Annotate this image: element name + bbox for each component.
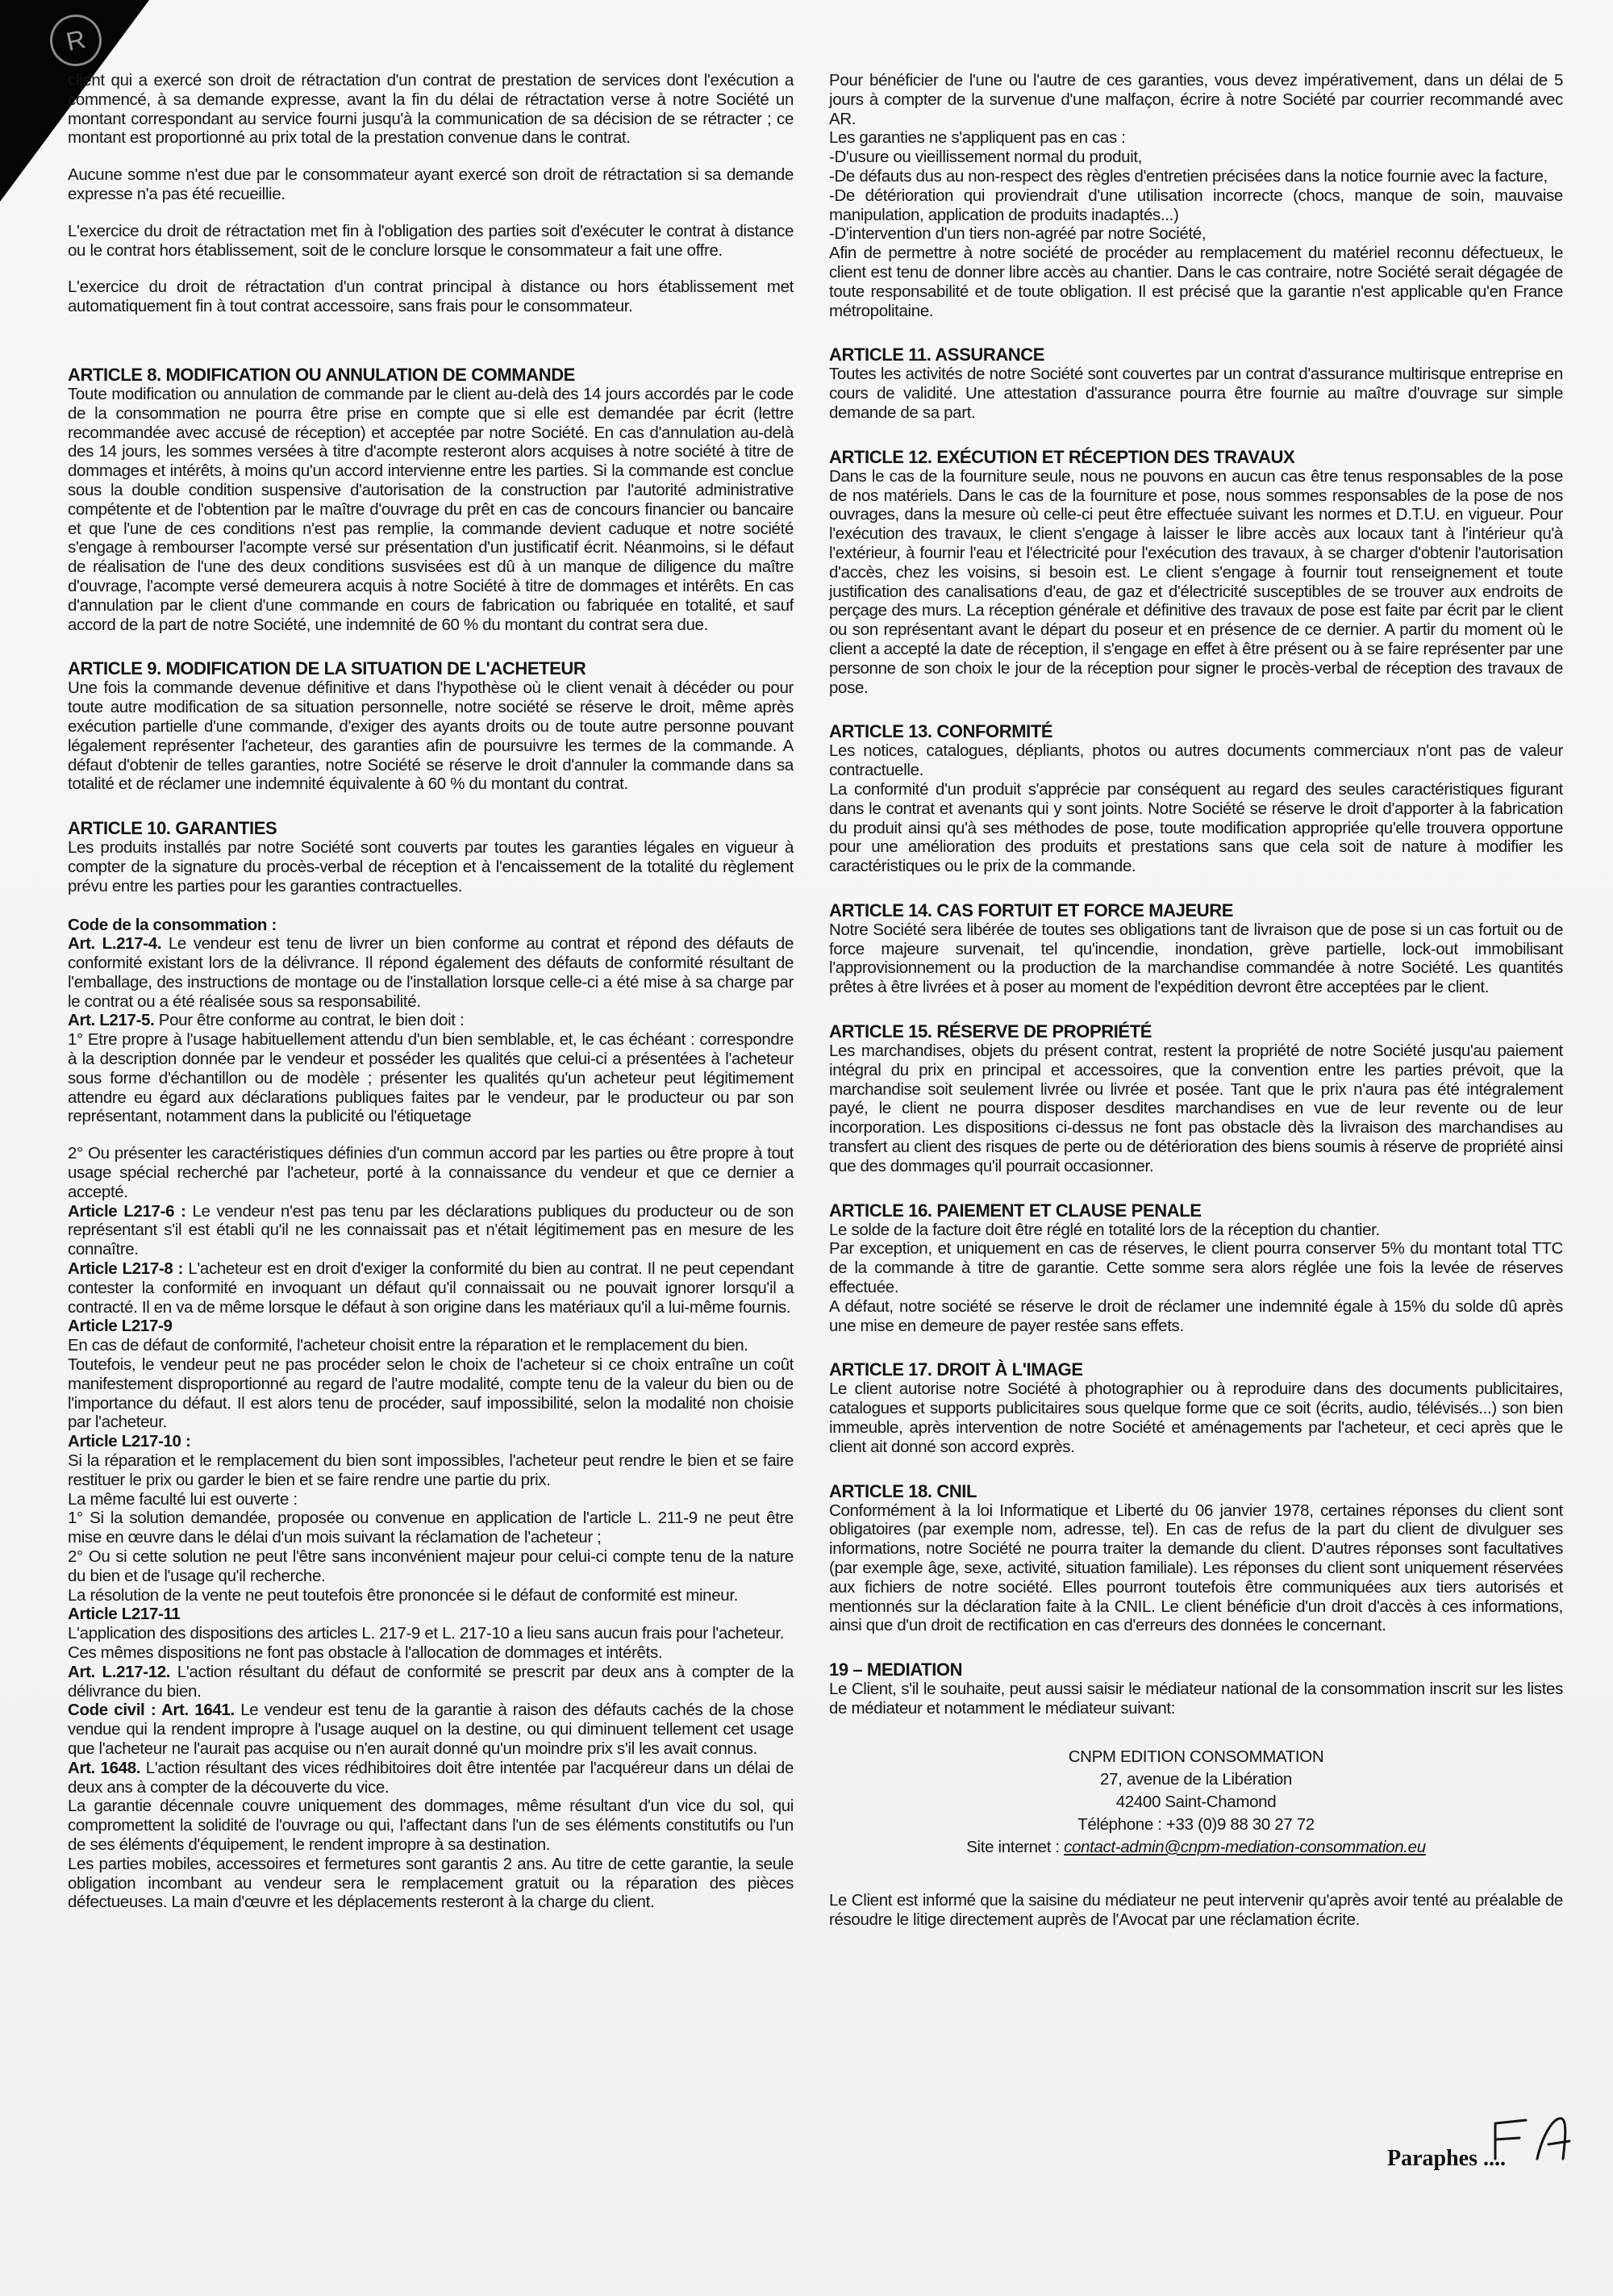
intro-paragraph: Aucune somme n'est due par le consommateur ayant exercé son droit de rétractation si sa demande expresse n'a pas été recueillie. [68,165,794,203]
article-18-text: Conformément à la loi Informatique et Liberté du 06 janvier 1978, certaines réponses du client sont obligatoires (par exemple nom, adresse, tel). En cas de refus de la part du client de divulguer ses informations, notre Société ne pourra traiter la demande du client. D'autres réponses sont facultatives (par exemple âge, sexe, activité, situation familiale). Les réponses du client sont uniquement réservées aux fichiers de notre société. Elles pourront toutefois être communiquées aux tiers autorisés et mentionnés sur la déclaration faite à la CNIL. Le client bénéficie d'un droit d'accès à ces informations, ainsi que d'un droit de rectification en cas d'erreurs des données le concernant. [829,1501,1563,1635]
paraphes-label: Paraphes .... [1387,2146,1506,2171]
art-text: L'action résultant du défaut de conformité se prescrit par deux ans à compter de la délivrance du bien. [68,1662,794,1701]
exclusions-title: Les garanties ne s'appliquent pas en cas : [829,128,1126,148]
art-l217-9-ref: Article L217-9 [68,1317,173,1336]
exclusion-item: -D'intervention d'un tiers non-agréé par notre Société, [829,224,1207,244]
intro-paragraph: client qui a exercé son droit de rétractation d'un contrat de prestation de services dont l'exécution a commencé, à sa demande expresse, avant la fin du délai de rétractation verse à notre Société un montant correspondant au service fourni jusqu'à la communication de sa décision de se rétracter ; ce montant est proportionné au prix total de la prestation convenue dans le contrat. [68,71,794,148]
art-l217-11-text: L'application des dispositions des articles L. 217-9 et L. 217-10 a lieu sans aucun frais pour l'acheteur. [68,1624,785,1643]
article-18-title: ARTICLE 18. CNIL [829,1480,977,1501]
art-l217-10-text: 1° Si la solution demandée, proposée ou convenue en application de l'article L. 211-9 ne peut être mise en œuvre dans le délai d'un mois suivant la réclamation de l'acheteur ; [68,1509,794,1547]
art-l217-10-text: La résolution de la vente ne peut toutefois être prononcée si le défaut de conformité est mineur. [68,1585,739,1605]
intro-paragraph: L'exercice du droit de rétractation met fin à l'obligation des parties soit d'exécuter le contrat à distance ou le contrat hors établissement, soit de le conclure lorsque le consommateur a fait une offre. [68,221,794,260]
article-12-text: Dans le cas de la fourniture seule, nous ne pouvons en aucun cas être tenus responsables de la pose de nos matériels. Dans le cas de la fourniture et pose, nous sommes responsables de la pose de nos ouvrages, dans la mesure où celle-ci peut être effectuée suivant les normes et D.T.U. en vigueur. Pour l'exécution des travaux, le client s'engage à laisser le libre accès aux locaux tant à l'intérieur qu'à l'extérieur, à fournir l'eau et l'électricité pour l'exécution des travaux, à se charger d'obtenir l'autorisation d'accès, chez les voisins, si besoin est. Le client s'engage à fournir tout renseignement et toute justification des canalisations d'eau, de gaz et d'électricité susceptibles de se trouver aux endroits de perçage des murs. La réception générale et définitive des travaux de pose est faite par écrit par le client ou son représentant avant le départ du poseur et en présence de ce dernier. A partir du moment où le client a accepté la date de réception, il s'engage en effet à être présent ou à se faire représenter par une personne de son choix le jour de la réception pour signer le procès-verbal de réception des travaux de pose. [829,466,1563,697]
art-l217-5-point-1: 1° Etre propre à l'usage habituellement attendu d'un bien semblable, et, le cas échéant : correspondre à la description donnée par le vendeur et posséder les qualités que celui-ci a présentées à l'acheteur sous forme d'échantillon ou de modèle ; présenter les qualités qu'un acheteur peut légitimement attendre eu égard aux déclarations publiques faites par le vendeur, par le producteur ou par son représentant, notamment dans la publicité ou l'étiquetage [68,1030,794,1126]
art-text: Le vendeur est tenu de livrer un bien conforme au contrat et répond des défauts de conformité existant lors de la délivrance. Il répond également des défauts de conformité résultant de l'emballage, des instructions de montage ou de l'installation lorsque celle-ci a été mise à sa charge par le contrat ou a été réalisée sous sa responsabilité. [68,934,794,1011]
article-16-text: A défaut, notre société se réserve le droit de réclamer une indemnité égale à 15% du solde dû après une mise en demeure de payer restée sans effets. [829,1296,1563,1335]
mediator-address [829,1746,1563,1859]
art-ref: Art. L217-5. [68,1011,155,1030]
article-15-title: ARTICLE 15. RÉSERVE DE PROPRIÉTÉ [829,1021,1152,1042]
art-l217-8 [68,1259,794,1317]
article-19-text: Le Client, s'il le souhaite, peut aussi saisir le médiateur national de la consommation inscrit sur les listes de médiateur et notamment le médiateur suivant: [829,1680,1563,1718]
art-ref: Code civil : Art. 1641. [68,1701,235,1720]
art-ref: Art. 1648. [68,1758,141,1777]
mediator-site [829,1836,1563,1859]
article-16-text: Le solde de la facture doit être réglé en totalité lors de la réception du chantier. [829,1220,1380,1239]
mediator-name: CNPM EDITION CONSOMMATION [1068,1747,1324,1766]
art-l217-11-text: Ces mêmes dispositions ne font pas obstacle à l'allocation de dommages et intérêts. [68,1643,663,1662]
left-column [68,71,794,1912]
art-l217-10-text: 2° Ou si cette solution ne peut l'être sans inconvénient majeur pour celui-ci compte tenu de la nature du bien et de l'usage qu'il recherche. [68,1547,794,1585]
article-16-text: Par exception, et uniquement en cas de réserves, le client pourra conserver 5% du montant total TTC de la commande à titre de garantie. Cette somme sera alors réglée une fois la levée de réserves effectuée. [829,1239,1563,1297]
article-19-title: 19 – MEDIATION [829,1659,963,1680]
article-11-text: Toutes les activités de notre Société sont couvertes par un contrat d'assurance multirisque entreprise en cours de validité. Une attestation d'assurance pourra être fournie au maître d'ouvrage sur simple demande de sa part. [829,365,1563,422]
art-l217-11-ref: Article L217-11 [68,1605,181,1624]
art-l217-9-text: Toutefois, le vendeur peut ne pas procéder selon le choix de l'acheteur si ce choix entraîne un coût manifestement disproportionné au regard de l'autre modalité, compte tenu de la valeur du bien ou de l'importance du défaut. Il est alors tenu de procéder, sauf impossibilité, selon la modalité non choisie par l'acheteur. [68,1355,794,1432]
parties-mobiles: Les parties mobiles, accessoires et fermetures sont garantis 2 ans. Au titre de cette garantie, la seule obligation incombant au vendeur sera le remplacement gratuit ou la réparation des pièces défectueuses. La main d'œuvre et les déplacements resteront à la charge du client. [68,1854,794,1912]
article-10-text: Les produits installés par notre Société sont couverts par toutes les garanties légales en vigueur à compter de la signature du procès-verbal de réception et à l'encaissement de la totalité du règlement prévu entre les parties pour les garanties contractuelles. [68,838,794,895]
article-8-title: ARTICLE 8. MODIFICATION OU ANNULATION DE COMMANDE [68,364,575,385]
art-l217-10-text: La même faculté lui est ouverte : [68,1489,298,1509]
art-text: Le vendeur n'est pas tenu par les déclarations publiques du producteur ou de son représentant s'il est établi qu'il ne les connaissait pas et n'était légitimement pas en mesure de les connaître. [68,1201,794,1259]
exclusion-item: -De défauts dus au non-respect des règles d'entretien précisées dans la notice fournie avec la facture, [829,166,1548,186]
art-l217-6 [68,1202,794,1259]
exclusions-end: Afin de permettre à notre société de procéder au remplacement du matériel reconnu défectueux, le client est tenu de donner libre accès au chantier. Dans le cas contraire, notre Société serait dégagée de toute responsabilité et de toute obligation. Il est précisé que la garantie n'est applicable qu'en France métropolitaine. [829,244,1563,320]
article-13-text: Les notices, catalogues, dépliants, photos ou autres documents commerciaux n'ont pas de valeur contractuelle. [829,741,1563,780]
code-civil-1641 [68,1701,794,1758]
art-l217-5 [68,1011,794,1030]
mediator-phone: Téléphone : +33 (0)9 88 30 27 72 [1077,1814,1315,1834]
article-9-title: ARTICLE 9. MODIFICATION DE LA SITUATION DE L'ACHETEUR [68,658,586,679]
mediator-site-link[interactable]: contact-admin@cnpm-mediation-consommation.eu [1064,1837,1426,1856]
article-17-title: ARTICLE 17. DROIT À L'IMAGE [829,1359,1083,1380]
art-l217-5-point-2: 2° Ou présenter les caractéristiques définies d'un commun accord par les parties ou être propre à tout usage spécial recherché par l'acheteur, porté à la connaissance du vendeur et que ce dernier a accepté. [68,1144,794,1201]
art-l217-10-ref: Article L217-10 : [68,1432,191,1451]
art-text: L'acheteur est en droit d'exiger la conformité du bien au contrat. Il ne peut cependant contester la conformité en invoquant un défaut qu'il connaissait ou ne pouvait ignorer lorsqu'il a contracté. Il en va de même lorsque le défaut à son origine dans les matériaux qu'il a lui-même fournis. [68,1259,794,1317]
garanties-continued: Pour bénéficier de l'une ou l'autre de ces garanties, vous devez impérativement, dans un délai de 5 jours à compter de la survenue d'une malfaçon, écrire à notre Société par courrier recommandé avec AR. [829,71,1563,128]
art-l217-12 [68,1663,794,1701]
art-text: L'action résultant des vices rédhibitoires doit être intentée par l'acquéreur dans un délai de deux ans à compter de la découverte du vice. [68,1758,794,1797]
right-column [829,71,1563,1929]
closing-text: Le Client est informé que la saisine du médiateur ne peut intervenir qu'après avoir tenté au préalable de résoudre le litige directement auprès de l'Avocat par une réclamation écrite. [829,1890,1563,1929]
article-17-text: Le client autorise notre Société à photographier ou à reproduire dans des documents publicitaires, catalogues et supports publicitaires sous quelque forme que ce soit (écrits, audio, télévisés...) son bien immeuble, après intervention de notre Société et aménagements par l'acheteur, et ceci après que le client ait donné son accord exprès. [829,1380,1563,1456]
corner-stamp: R [45,10,106,71]
art-l217-4 [68,934,794,1011]
art-l217-9-text: En cas de défaut de conformité, l'acheteur choisit entre la réparation et le remplacement du bien. [68,1336,748,1355]
article-15-text: Les marchandises, objets du présent contrat, restent la propriété de notre Société jusqu'au paiement intégral du prix en principal et accessoires, que la convention entre les parties prévoit, que la marchandise soit seulement livrée ou livrée et posée. Tant que le prix n'aura pas été intégralement payé, le client ne pourra disposer desdites marchandises en vue de leur revente ou de leur incorporation. Les dispositions ci-dessus ne font pas obstacle dès la livraison des marchandises au transfert au client des risques de perte ou de détérioration des biens soumis à réserve de propriété ainsi que des dommages qu'il pourrait occasionner. [829,1042,1563,1175]
code-consommation-title: Code de la consommation : [68,915,277,934]
art-ref: Article L217-8 : [68,1259,184,1279]
article-9-text: Une fois la commande devenue définitive et dans l'hypothèse où le client venait à décéder ou pour toute autre modification de sa situation personnelle, notre société se réserve le droit, même après exécution partielle d'une commande, d'exiger des ayants droits ou de toute autre personne pouvant légalement représenter l'acheteur, des garanties afin de poursuivre les termes de la commande. A défaut d'obtenir de telles garanties, notre Société se réserve le droit d'annuler la commande dans sa totalité et de réclamer une indemnité équivalente à 60 % du montant du contrat. [68,678,794,794]
article-13-title: ARTICLE 13. CONFORMITÉ [829,721,1053,742]
art-ref: Art. L.217-4. [68,934,162,954]
art-ref: Art. L.217-12. [68,1662,171,1681]
art-l217-10-text: Si la réparation et le remplacement du bien sont impossibles, l'acheteur peut rendre le bien et se faire restituer le prix ou garder le bien et se faire rendre une partie du prix. [68,1451,794,1489]
exclusion-item: -De détérioration qui proviendrait d'une utilisation incorrecte (chocs, manque de soin, mauvaise manipulation, application de produits inadaptés...) [829,186,1563,224]
art-text: Le vendeur est tenu de la garantie à raison des défauts cachés de la chose vendue qui la rendent impropre à l'usage auquel on la destine, ou qui diminuent tellement cet usage que l'acheteur ne l'aurait pas acquise ou n'en aurait donné qu'un moindre prix s'il les avait connus. [68,1701,794,1758]
art-text: Pour être conforme au contrat, le bien doit : [154,1011,465,1030]
article-11-title: ARTICLE 11. ASSURANCE [829,344,1045,365]
article-10-title: ARTICLE 10. GARANTIES [68,818,277,839]
intro-paragraph: L'exercice du droit de rétractation d'un contrat principal à distance ou hors établissement met automatiquement fin à tout contrat accessoire, sans frais pour le consommateur. [68,278,794,316]
article-14-title: ARTICLE 14. CAS FORTUIT ET FORCE MAJEURE [829,900,1234,920]
mediator-city: 42400 Saint-Chamond [1115,1792,1277,1811]
article-8-text: Toute modification ou annulation de commande par le client au-delà des 14 jours accordés par le code de la consommation ne pourra être prise en compte que si elle est demandée par écrit (lettre recommandée avec accusé de réception) et acceptée par notre Société. En cas d'annulation au-delà des 14 jours, les sommes versées à titre d'acompte resteront alors acquises à notre société à titre de dommages et intérêts, à moins qu'un accord intervienne entre les parties. Si la commande est conclue sous la double condition suspensive d'autorisation de la construction par l'autorité administrative compétente et de l'obtention par le maître d'ouvrage du prêt en cas de concours financier ou bancaire et que l'une de ces conditions n'est pas remplie, la commande devient caduque et notre société s'engage à rembourser l'acompte versé sur présentation d'un justificatif écrit. Néanmoins, si le défaut de réalisation de l'une des deux conditions susvisées est dû à un manque de diligence du maître d'ouvrage, l'acompte versé demeurera acquis à notre Société à titre de dommages et intérêts. En cas d'annulation par le client d'une commande en cours de fabrication ou fabriquée en totalité, et sauf accord de la part de notre Société, une indemnité de 60 % du montant du contrat sera due. [68,384,794,634]
article-16-title: ARTICLE 16. PAIEMENT ET CLAUSE PENALE [829,1200,1202,1221]
garantie-decennale: La garantie décennale couvre uniquement des dommages, même résultant d'un vice du sol, qui compromettent la solidité de l'ouvrage ou qui, l'affectant dans l'un de ses éléments constitutifs ou l'un de ses éléments d'équipement, le rendent impropre à sa destination. [68,1797,794,1854]
article-12-title: ARTICLE 12. EXÉCUTION ET RÉCEPTION DES TRAVAUX [829,446,1295,467]
mediator-site-label: Site internet : [966,1837,1065,1856]
article-13-text: La conformité d'un produit s'apprécie par conséquent au regard des seules caractéristiques figurant dans le contrat et avenants qui y sont joints. Notre Société se réserve le droit d'apporter à la fabrication du produit ainsi qu'à ses méthodes de pose, toute modification appropriée qu'elle trouvera opportune pour une amélioration des produits et prestations sans que cela soit de nature à modifier les caractéristiques ou le prix de la commande. [829,779,1563,876]
initials-signature [1489,2112,1578,2169]
art-ref: Article L217-6 : [68,1201,186,1221]
mediator-street: 27, avenue de la Libération [1100,1769,1292,1789]
art-1648 [68,1759,794,1797]
article-14-text: Notre Société sera libérée de toutes ses obligations tant de livraison que de pose si un cas fortuit ou de force majeure survenait, tel qu'incendie, inondation, grève partielle, lock-out immobilisant l'approvisionnement ou la production de la marchandise commandée à notre Société. Les quantités prêtes à être livrées et à poser au moment de l'expédition devront être acceptées par le client. [829,920,1563,997]
exclusion-item: -D'usure ou vieillissement normal du produit, [829,148,1143,167]
